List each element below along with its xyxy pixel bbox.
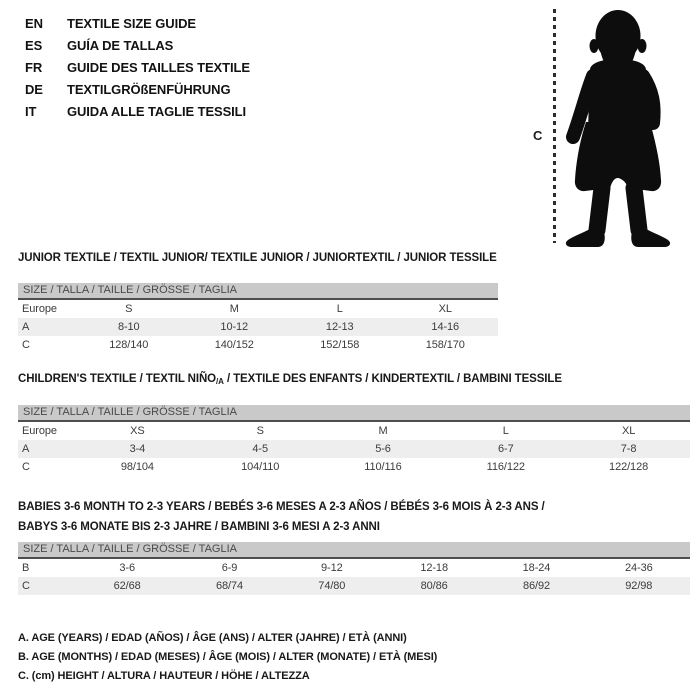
table-cell: 92/98 bbox=[625, 580, 653, 592]
table-cell: 9-12 bbox=[321, 562, 343, 574]
language-code: ES bbox=[25, 38, 43, 53]
height-measure-label: C bbox=[533, 128, 543, 143]
table-cell: 5-6 bbox=[375, 443, 391, 455]
language-title: TEXTILE SIZE GUIDE bbox=[67, 16, 196, 31]
language-title: TEXTILGRÖßENFÜHRUNG bbox=[67, 82, 231, 97]
language-row bbox=[25, 57, 250, 79]
language-title: GUIDE DES TAILLES TEXTILE bbox=[67, 60, 250, 75]
legend-line: A. AGE (YEARS) / EDAD (AÑOS) / ÂGE (ANS) / ALTER (JAHRE) / ETÀ (ANNI) bbox=[18, 632, 407, 644]
language-row bbox=[25, 79, 250, 101]
table-cell: 7-8 bbox=[620, 443, 637, 455]
table-cell: 8-10 bbox=[117, 321, 140, 333]
size-header-band bbox=[18, 283, 498, 300]
table-cell: M bbox=[378, 425, 388, 437]
table-cell: XL bbox=[621, 425, 636, 437]
table-cell: S bbox=[256, 425, 264, 437]
table-cell: 122/128 bbox=[609, 461, 649, 473]
table-cell: L bbox=[502, 425, 509, 437]
children-section-title bbox=[18, 373, 562, 386]
table-cell: 6-7 bbox=[497, 443, 514, 455]
table-cell: S bbox=[125, 303, 133, 315]
row-label: C bbox=[22, 580, 30, 592]
legend-line: B. AGE (MONTHS) / EDAD (MESES) / ÂGE (MOIS) / ALTER (MONATE) / ETÀ (MESI) bbox=[18, 651, 438, 663]
table-cell: 4-5 bbox=[252, 443, 268, 455]
table-cell: 6-9 bbox=[221, 562, 238, 574]
table-cell: 152/158 bbox=[320, 339, 360, 351]
table-cell: 12-13 bbox=[325, 321, 354, 333]
size-header-label: SIZE / TALLA / TAILLE / GRÖSSE / TAGLIA bbox=[23, 543, 237, 555]
table-cell: 128/140 bbox=[109, 339, 149, 351]
table-cell: 10-12 bbox=[220, 321, 249, 333]
table-cell: 68/74 bbox=[215, 580, 243, 592]
table-row bbox=[18, 336, 498, 354]
table-cell: 12-18 bbox=[420, 562, 448, 574]
babies-size-table bbox=[18, 542, 690, 595]
row-label: Europe bbox=[22, 425, 57, 437]
language-code: IT bbox=[25, 104, 37, 119]
size-header-band bbox=[18, 542, 690, 559]
row-label: B bbox=[22, 562, 30, 574]
language-code: EN bbox=[25, 16, 43, 31]
table-cell: 116/122 bbox=[486, 461, 525, 473]
row-label: Europe bbox=[22, 303, 57, 315]
table-row bbox=[18, 318, 498, 336]
row-label: C bbox=[22, 461, 30, 473]
table-row bbox=[18, 422, 690, 440]
table-cell: 3-4 bbox=[129, 443, 146, 455]
junior-size-table bbox=[18, 283, 498, 354]
table-cell: 18-24 bbox=[522, 562, 551, 574]
babies-title-line1: BABIES 3-6 MONTH TO 2-3 YEARS / BEBÉS 3-6 MESES A 2-3 AÑOS / BÉBÉS 3-6 MOIS À 2-3 ANS / bbox=[18, 501, 545, 513]
children-title-sub: /A bbox=[216, 377, 224, 386]
size-header-label: SIZE / TALLA / TAILLE / GRÖSSE / TAGLIA bbox=[23, 406, 237, 418]
table-row bbox=[18, 300, 498, 318]
table-cell: XS bbox=[130, 425, 145, 437]
table-cell: XL bbox=[438, 303, 452, 315]
language-row bbox=[25, 101, 250, 123]
junior-section-title: JUNIOR TEXTILE / TEXTIL JUNIOR/ TEXTILE JUNIOR / JUNIORTEXTIL / JUNIOR TESSILE bbox=[18, 252, 497, 264]
size-header-label: SIZE / TALLA / TAILLE / GRÖSSE / TAGLIA bbox=[23, 284, 237, 296]
measure-legend bbox=[18, 629, 437, 686]
children-title-text: CHILDREN'S TEXTILE / TEXTIL NIÑO bbox=[18, 373, 217, 385]
table-cell: 74/80 bbox=[318, 580, 346, 592]
table-cell: M bbox=[229, 303, 239, 315]
table-cell: L bbox=[336, 303, 343, 315]
language-code: DE bbox=[25, 82, 43, 97]
toddler-silhouette-image bbox=[558, 4, 692, 249]
table-cell: 3-6 bbox=[119, 562, 135, 574]
table-cell: 86/92 bbox=[522, 580, 550, 592]
language-title: GUÍA DE TALLAS bbox=[67, 38, 174, 53]
row-label: A bbox=[22, 443, 30, 455]
children-title-text-after: / TEXTILE DES ENFANTS / KINDERTEXTIL / BAMBINI TESSILE bbox=[223, 373, 562, 385]
row-label: C bbox=[22, 339, 30, 351]
height-measure-dashed-line bbox=[553, 9, 556, 243]
table-cell: 80/86 bbox=[420, 580, 448, 592]
table-cell: 14-16 bbox=[431, 321, 460, 333]
babies-title-line2: BABYS 3-6 MONATE BIS 2-3 JAHRE / BAMBINI 3-6 MESI A 2-3 ANNI bbox=[18, 521, 380, 533]
babies-section-title bbox=[18, 497, 545, 537]
table-cell: 140/152 bbox=[214, 339, 254, 351]
table-cell: 62/68 bbox=[113, 580, 141, 592]
table-row bbox=[18, 577, 690, 595]
language-row bbox=[25, 35, 250, 57]
table-cell: 98/104 bbox=[120, 461, 154, 473]
size-header-band bbox=[18, 405, 690, 422]
table-row bbox=[18, 559, 690, 577]
row-label: A bbox=[22, 321, 30, 333]
table-cell: 110/116 bbox=[364, 461, 402, 473]
table-cell: 104/110 bbox=[241, 461, 280, 473]
table-row bbox=[18, 458, 690, 476]
legend-line: C. (cm) HEIGHT / ALTURA / HAUTEUR / HÖHE / ALTEZZA bbox=[18, 670, 310, 682]
language-code: FR bbox=[25, 60, 43, 75]
language-list bbox=[25, 13, 250, 123]
children-size-table bbox=[18, 405, 690, 476]
table-row bbox=[18, 440, 690, 458]
language-title: GUIDA ALLE TAGLIE TESSILI bbox=[67, 104, 247, 119]
table-cell: 24-36 bbox=[624, 562, 653, 574]
table-cell: 158/170 bbox=[425, 339, 465, 351]
language-row bbox=[25, 13, 250, 35]
